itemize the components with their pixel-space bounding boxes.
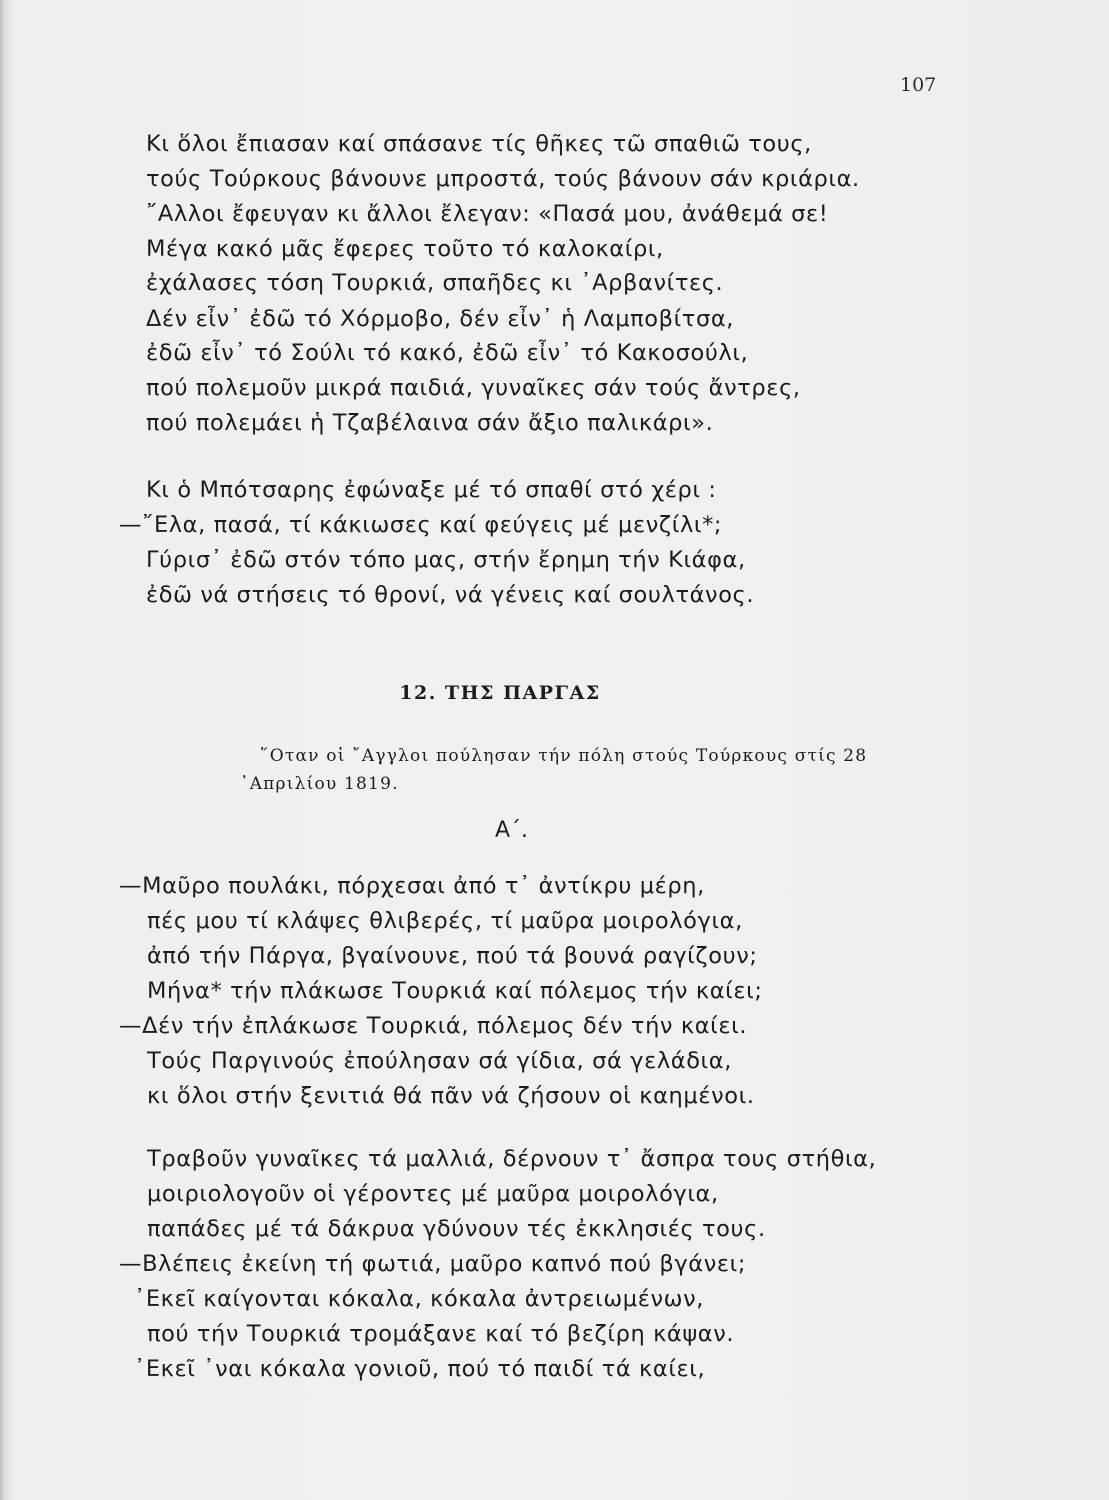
verse-line: ᾿Εκεῖ ᾿ναι κόκαλα γονιοῦ, πού τό παιδί τά καίει, <box>134 1356 706 1382</box>
verse-line: παπάδες μέ τά δάκρυα γδύνουν τές ἐκκλησιές τους. <box>147 1216 766 1242</box>
subsection-label: Α΄. <box>495 818 529 843</box>
verse-line: ἀπό τήν Πάργα, βγαίνουνε, πού τά βουνά ραγίζουν; <box>147 943 758 969</box>
section-note: ῞Οταν οἱ ῎Αγγλοι πούλησαν τήν πόλη στούς Τούρκους στίς 28 <box>260 746 868 766</box>
verse-line: Μέγα κακό μᾶς ἔφερες τοῦτο τό καλοκαίρι, <box>146 236 664 262</box>
verse-line: Κι ὁ Μπότσαρης ἐφώναξε μέ τό σπαθί στό χέρι : <box>146 477 717 503</box>
verse-line: πού πολεμοῦν μικρά παιδιά, γυναῖκες σάν τούς ἄντρες, <box>146 375 801 401</box>
section-note-continued: ᾿Απριλίου 1819. <box>240 774 399 794</box>
verse-line: —῎Ελα, πασά, τί κάκιωσες καί φεύγεις μέ μενζίλι*; <box>119 512 723 538</box>
section-title: 12. ΤΗΣ ΠΑΡΓΑΣ <box>399 682 601 704</box>
verse-line: κι ὅλοι στήν ξενιτιά θά πᾶν νά ζήσουν οἱ καημένοι. <box>147 1083 755 1109</box>
page-number: 107 <box>900 74 937 96</box>
verse-line: Τραβοῦν γυναῖκες τά μαλλιά, δέρνουν τ᾿ ἄσπρα τους στήθια, <box>147 1146 877 1172</box>
verse-line: ἐδῶ νά στήσεις τό θρονί, νά γένεις καί σουλτάνος. <box>146 582 755 608</box>
verse-line: τούς Τούρκους βάνουνε μπροστά, τούς βάνουν σάν κριάρια. <box>146 166 860 192</box>
verse-line: πού τήν Τουρκιά τρομάξανε καί τό βεζίρη κάψαν. <box>147 1321 735 1347</box>
verse-line: πού πολεμάει ἡ Τζαβέλαινα σάν ἄξιο παλικάρι». <box>146 410 714 436</box>
verse-line: Μήνα* τήν πλάκωσε Τουρκιά καί πόλεμος τήν καίει; <box>147 978 763 1004</box>
verse-line: μοιριολογοῦν οἱ γέροντες μέ μαῦρα μοιρολόγια, <box>147 1181 719 1207</box>
verse-line: —Μαῦρο πουλάκι, πόρχεσαι ἀπό τ᾿ ἀντίκρυ μέρη, <box>119 873 705 899</box>
verse-line: ἐχάλασες τόση Τουρκιά, σπαῆδες κι ᾿Αρβανίτες. <box>146 270 724 296</box>
verse-line: Δέν εἶν᾿ ἐδῶ τό Χόρμοβο, δέν εἶν᾿ ἡ Λαμποβίτσα, <box>146 306 734 332</box>
verse-line: Τούς Παργινούς ἐπούλησαν σά γίδια, σά γελάδια, <box>147 1048 732 1074</box>
verse-line: —Δέν τήν ἐπλάκωσε Τουρκιά, πόλεμος δέν τήν καίει. <box>119 1013 748 1039</box>
verse-line: Κι ὅλοι ἔπιασαν καί σπάσανε τίς θῆκες τῶ σπαθιῶ τους, <box>146 131 812 157</box>
verse-line: Γύρισ᾿ ἐδῶ στόν τόπο μας, στήν ἔρημη τήν Κιάφα, <box>146 547 746 573</box>
verse-line: ἐδῶ εἶν᾿ τό Σούλι τό κακό, ἐδῶ εἶν᾿ τό Κακοσούλι, <box>146 340 749 366</box>
verse-line: ᾿Εκεῖ καίγονται κόκαλα, κόκαλα ἀντρειωμένων, <box>134 1286 704 1312</box>
verse-line: —Βλέπεις ἐκείνη τή φωτιά, μαῦρο καπνό πού βγάνει; <box>119 1251 747 1277</box>
verse-line: ῎Αλλοι ἔφευγαν κι ἄλλοι ἔλεγαν: «Πασά μου, ἀνάθεμά σε! <box>146 201 829 227</box>
verse-line: πές μου τί κλάψες θλιβερές, τί μαῦρα μοιρολόγια, <box>147 908 743 934</box>
